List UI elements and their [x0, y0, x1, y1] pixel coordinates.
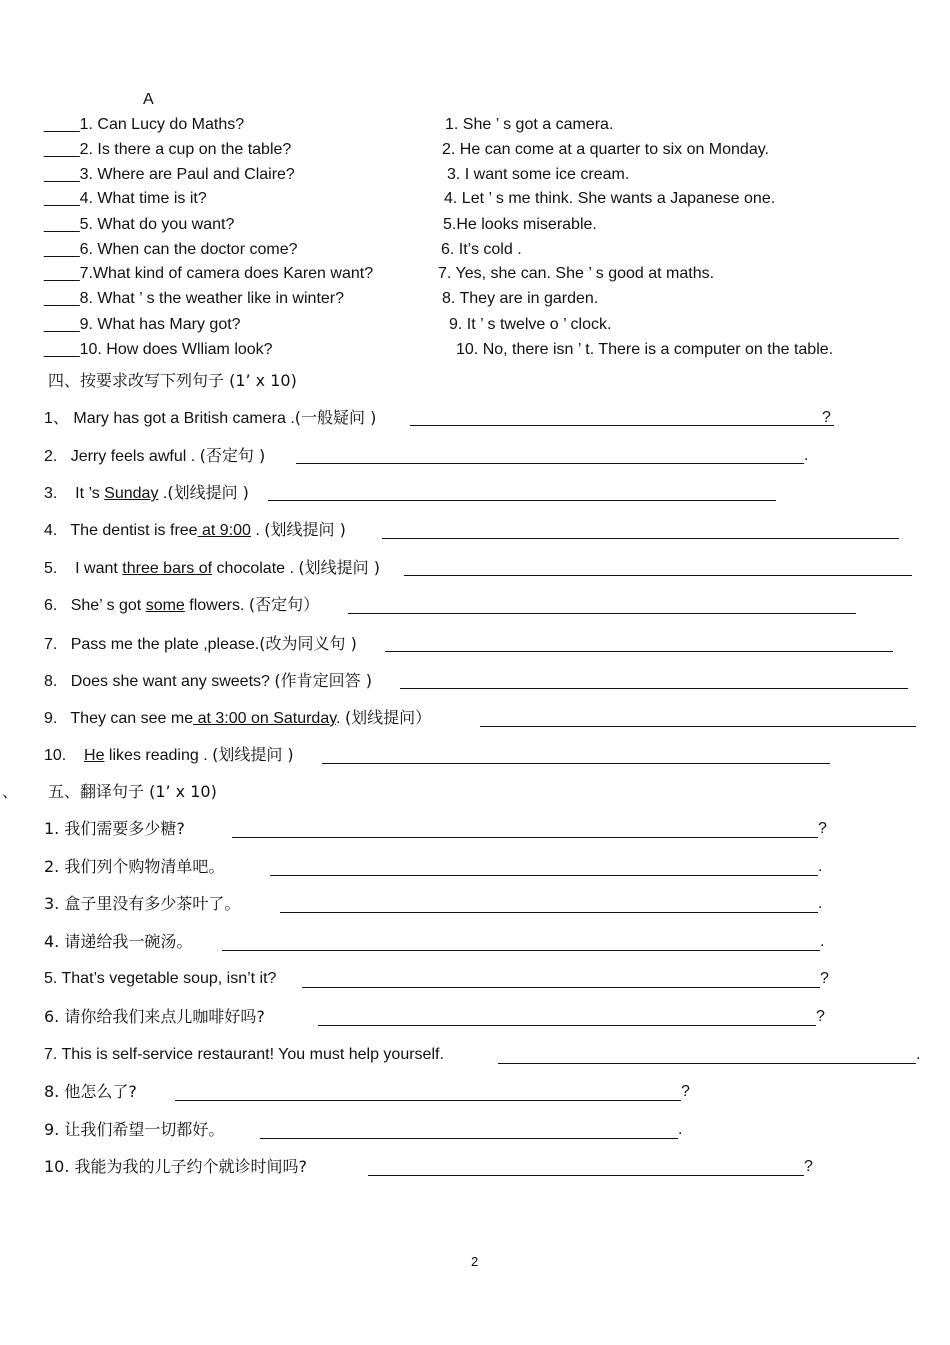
matching-question — [44, 215, 234, 235]
rewrite-item — [44, 708, 431, 729]
answer-line[interactable] — [296, 463, 804, 464]
answer-line[interactable] — [382, 538, 899, 539]
translate-item: 1. 我们需要多少糖? — [44, 819, 185, 838]
line-end-mark: ? — [681, 1083, 690, 1100]
item-instruction: (划线提问 ) — [298, 558, 380, 577]
item-instruction: (划线提问） — [344, 708, 432, 727]
item-sentence: Pass me the plate ,please. — [70, 636, 260, 653]
question-text: 10. How does Wlliam look? — [79, 341, 273, 358]
answer-blank[interactable]: ____ — [44, 265, 80, 282]
rewrite-item — [44, 446, 265, 467]
answer-line[interactable] — [410, 425, 834, 426]
answer-line[interactable] — [175, 1100, 681, 1101]
matching-answer: 7. Yes, she can. She ’ s good at maths. — [438, 265, 715, 282]
rewrite-item — [44, 520, 346, 541]
translate-item: 4. 请递给我一碗汤。 — [44, 932, 193, 951]
answer-line[interactable] — [368, 1175, 804, 1176]
item-number: 7. — [44, 636, 58, 653]
matching-question — [44, 289, 344, 309]
matching-answer: 3. I want some ice cream. — [447, 166, 630, 183]
item-sentence-tail: . — [336, 710, 345, 727]
answer-line[interactable] — [348, 613, 856, 614]
item-instruction: (一般疑问 ) — [294, 408, 377, 427]
line-end-mark: ? — [820, 970, 829, 987]
translate-item: 6. 请你给我们来点儿咖啡好吗? — [44, 1007, 265, 1026]
matching-answer: 1. She ’ s got a camera. — [445, 116, 614, 133]
line-end-mark: . — [818, 858, 823, 875]
matching-question — [44, 264, 373, 284]
question-text: 6. When can the doctor come? — [79, 241, 298, 258]
answer-line[interactable] — [222, 950, 820, 951]
matching-question — [44, 140, 291, 160]
answer-blank[interactable]: ____ — [44, 290, 80, 307]
item-sentence: Mary has got a British camera . — [73, 410, 295, 427]
rewrite-item — [44, 745, 294, 766]
underlined-part: Sunday — [104, 485, 159, 502]
answer-line[interactable] — [480, 726, 916, 727]
question-text: 2. Is there a cup on the table? — [79, 141, 292, 158]
translate-item: 8. 他怎么了? — [44, 1082, 137, 1101]
question-text: 1. Can Lucy do Maths? — [79, 116, 245, 133]
item-instruction: (作肯定回答 ) — [274, 671, 372, 690]
underlined-part: He — [84, 747, 105, 764]
underlined-part: at 3:00 on Saturday — [193, 710, 337, 727]
rewrite-item — [44, 595, 319, 616]
item-sentence: I want — [75, 560, 123, 577]
item-number: 10. — [44, 747, 67, 764]
question-text: 7.What kind of camera does Karen want? — [79, 265, 374, 282]
rewrite-item — [44, 408, 376, 429]
item-number: 8. — [44, 673, 58, 690]
item-sentence-tail: chocolate . — [212, 560, 299, 577]
item-sentence: They can see me — [70, 710, 194, 727]
page-number: 2 — [471, 1254, 479, 1269]
answer-line[interactable] — [280, 912, 818, 913]
line-end-mark: . — [818, 895, 823, 912]
answer-blank[interactable]: ____ — [44, 316, 80, 333]
answer-blank[interactable]: ____ — [44, 190, 80, 207]
underlined-part: three bars of — [122, 560, 213, 577]
question-text: 3. Where are Paul and Claire? — [79, 166, 295, 183]
item-number: 1、 — [44, 410, 69, 427]
translate-item: 5. That’s vegetable soup, isn’t it? — [44, 970, 277, 987]
answer-line[interactable] — [385, 651, 893, 652]
question-text: 9. What has Mary got? — [79, 316, 241, 333]
matching-answer: 5.He looks miserable. — [443, 216, 597, 233]
answer-line[interactable] — [318, 1025, 816, 1026]
matching-question — [44, 315, 241, 335]
matching-question — [44, 165, 295, 185]
answer-blank[interactable]: ____ — [44, 341, 80, 358]
item-sentence: The dentist is free — [70, 522, 198, 539]
underlined-part: some — [145, 597, 185, 614]
section-a-label: A — [143, 91, 154, 108]
matching-question — [44, 340, 273, 360]
item-sentence-tail: . — [158, 485, 168, 502]
rewrite-item — [44, 558, 380, 579]
section5-heading: 五、翻译句子 (1’ x 10) — [48, 782, 217, 801]
rewrite-item — [44, 634, 357, 655]
line-end-mark: ? — [818, 820, 827, 837]
item-number: 4. — [44, 522, 58, 539]
item-instruction: (否定句 ) — [199, 446, 266, 465]
line-end-mark: ? — [804, 1158, 813, 1175]
item-number: 6. — [44, 597, 58, 614]
translate-item: 9. 让我们希望一切都好。 — [44, 1120, 225, 1139]
matching-answer: 2. He can come at a quarter to six on Monday. — [442, 141, 769, 158]
matching-question — [44, 189, 207, 209]
answer-line[interactable] — [322, 763, 830, 764]
item-number: 2. — [44, 448, 58, 465]
item-instruction: (改为同义句 ) — [259, 634, 357, 653]
item-number: 3. — [44, 485, 58, 502]
matching-answer: 10. No, there isn ’ t. There is a computer on the table. — [456, 341, 834, 358]
answer-blank[interactable]: ____ — [44, 141, 80, 158]
stray-mark: 、 — [2, 782, 19, 801]
rewrite-item — [44, 671, 372, 692]
translate-item: 2. 我们列个购物清单吧。 — [44, 857, 225, 876]
matching-answer: 4. Let ’ s me think. She wants a Japanese one. — [444, 190, 776, 207]
item-number: 5. — [44, 560, 58, 577]
item-sentence: Does she want any sweets? — [70, 673, 275, 690]
rewrite-item — [44, 483, 249, 504]
answer-blank[interactable]: ____ — [44, 166, 80, 183]
matching-answer: 6. It’s cold . — [441, 241, 522, 258]
line-end-mark: . — [916, 1046, 921, 1063]
answer-line[interactable] — [302, 987, 820, 988]
item-sentence: It ’s — [75, 485, 105, 502]
question-text: 5. What do you want? — [79, 216, 235, 233]
matching-answer: 9. It ’ s twelve o ’ clock. — [449, 316, 612, 333]
answer-blank[interactable]: ____ — [44, 241, 80, 258]
item-sentence-tail: likes reading . — [104, 747, 213, 764]
item-number: 9. — [44, 710, 58, 727]
item-sentence: She’ s got — [70, 597, 146, 614]
section4-heading: 四、按要求改写下列句子 (1’ x 10) — [48, 371, 297, 390]
answer-line[interactable] — [270, 875, 818, 876]
answer-line[interactable] — [232, 837, 818, 838]
answer-blank[interactable]: ____ — [44, 116, 80, 133]
item-sentence-tail: . — [250, 522, 265, 539]
answer-line[interactable] — [404, 575, 912, 576]
question-text: 8. What ’ s the weather like in winter? — [79, 290, 345, 307]
matching-answer: 8. They are in garden. — [442, 290, 599, 307]
answer-line[interactable] — [498, 1063, 916, 1064]
item-sentence: Jerry feels awful . — [70, 448, 200, 465]
translate-item: 3. 盒子里没有多少茶叶了。 — [44, 894, 241, 913]
answer-line[interactable] — [268, 500, 776, 501]
matching-question — [44, 115, 244, 135]
translate-item: 7. This is self-service restaurant! You must help yourself. — [44, 1046, 444, 1063]
question-text: 4. What time is it? — [79, 190, 207, 207]
answer-line[interactable] — [400, 688, 908, 689]
underlined-part: at 9:00 — [197, 522, 251, 539]
line-end-mark: ? — [822, 409, 831, 426]
line-end-mark: . — [820, 933, 825, 950]
line-end-mark: . — [804, 447, 809, 464]
translate-item: 10. 我能为我的儿子约个就诊时间吗? — [44, 1157, 308, 1176]
item-instruction: (否定句） — [248, 595, 320, 614]
item-sentence-tail: flowers. — [184, 597, 249, 614]
item-instruction: (划线提问 ) — [167, 483, 249, 502]
item-instruction: (划线提问 ) — [212, 745, 294, 764]
line-end-mark: ? — [816, 1008, 825, 1025]
item-instruction: (划线提问 ) — [264, 520, 346, 539]
answer-blank[interactable]: ____ — [44, 216, 80, 233]
line-end-mark: . — [678, 1121, 683, 1138]
answer-line[interactable] — [260, 1138, 678, 1139]
matching-question — [44, 240, 298, 260]
